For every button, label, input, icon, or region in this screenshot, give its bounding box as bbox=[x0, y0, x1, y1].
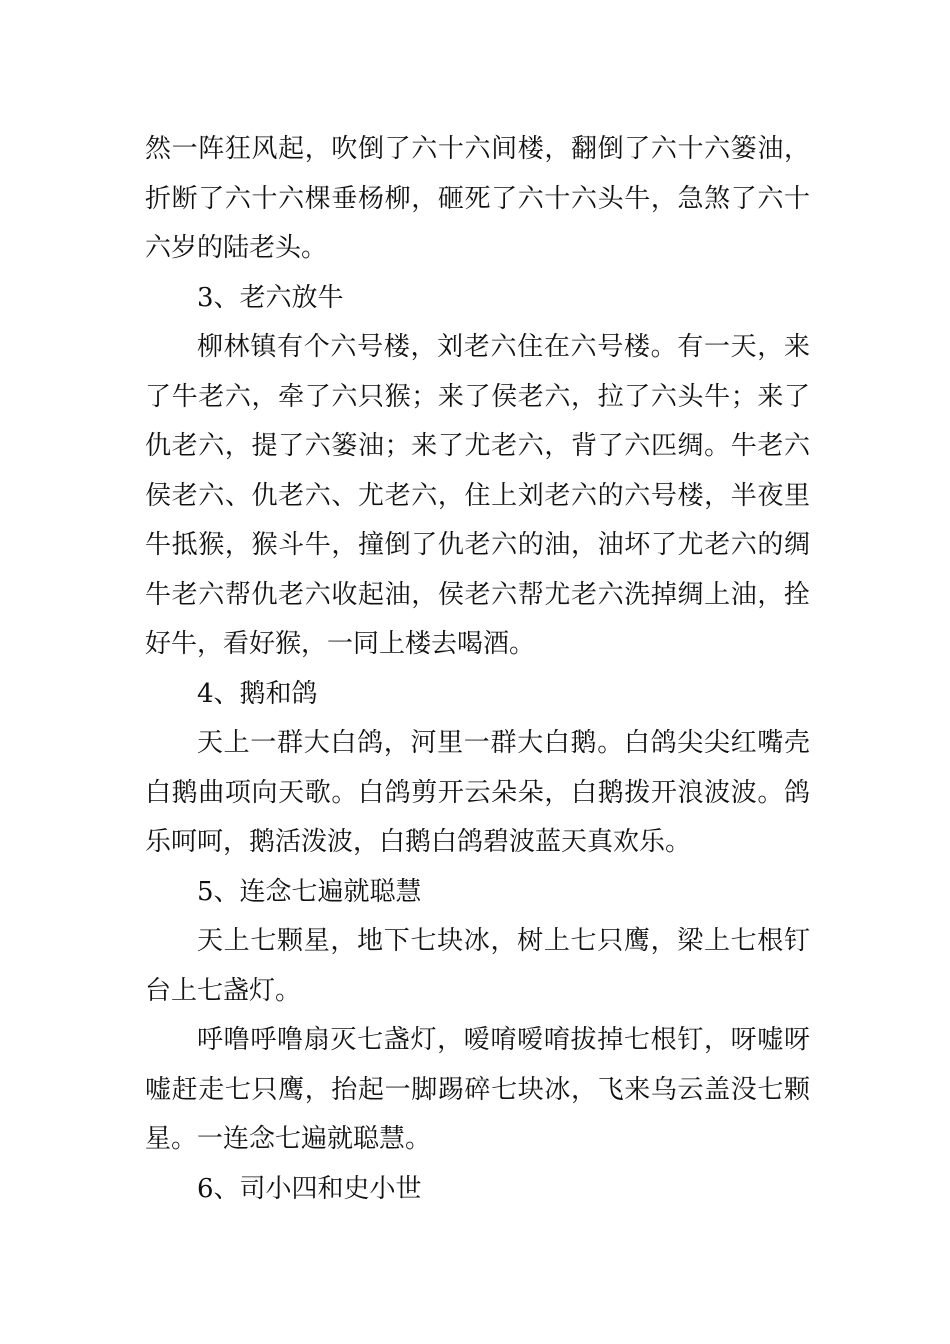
text-line: 侯老六、仇老六、尤老六，住上刘老六的六号楼，半夜里 bbox=[145, 480, 810, 511]
text-line: 5、连念七遍就聪慧 bbox=[197, 876, 422, 907]
text-line: 台上七盏灯。 bbox=[145, 975, 302, 1006]
text-line: 6、司小四和史小世 bbox=[197, 1173, 422, 1204]
text-line: 天上七颗星，地下七块冰，树上七只鹰，梁上七根钉 bbox=[197, 926, 810, 956]
text-line: 乐呵呵，鹅活泼波，白鹅白鸽碧波蓝天真欢乐。 bbox=[145, 827, 692, 857]
text-line: 柳林镇有个六号楼，刘老六住在六号楼。有一天，来 bbox=[197, 332, 810, 362]
text-line: 折断了六十六棵垂杨柳，砸死了六十六头牛，急煞了六十 bbox=[145, 183, 810, 214]
text-line: 了牛老六，牵了六只猴；来了侯老六，拉了六头牛；来了 bbox=[145, 381, 810, 412]
text-line: 牛老六帮仇老六收起油，侯老六帮尤老六洗掉绸上油，拴 bbox=[145, 579, 810, 610]
text-line: 4、鹅和鸽 bbox=[197, 678, 318, 709]
text-line: 牛抵猴，猴斗牛，撞倒了仇老六的油，油坏了尤老六的绸 bbox=[145, 530, 810, 560]
text-line: 然一阵狂风起，吹倒了六十六间楼，翻倒了六十六篓油， bbox=[145, 134, 810, 164]
text-line: 嘘赶走七只鹰，抬起一脚踢碎七块冰，飞来乌云盖没七颗 bbox=[145, 1074, 810, 1105]
text-line: 天上一群大白鸽，河里一群大白鹅。白鸽尖尖红嘴壳 bbox=[197, 728, 810, 758]
text-line: 六岁的陆老头。 bbox=[145, 233, 328, 263]
text-line: 呼噜呼噜扇灭七盏灯，嗳唷嗳唷拔掉七根钉，呀嘘呀 bbox=[197, 1025, 810, 1055]
document-body bbox=[145, 125, 810, 1214]
text-line: 星。一连念七遍就聪慧。 bbox=[145, 1124, 432, 1154]
text-line: 仇老六，提了六篓油；来了尤老六，背了六匹绸。牛老六 bbox=[145, 431, 810, 461]
text-line: 3、老六放牛 bbox=[197, 282, 344, 313]
text-line: 好牛，看好猴，一同上楼去喝酒。 bbox=[145, 629, 536, 659]
text-line: 白鹅曲项向天歌。白鸽剪开云朵朵，白鹅拨开浪波波。鸽 bbox=[145, 777, 810, 808]
